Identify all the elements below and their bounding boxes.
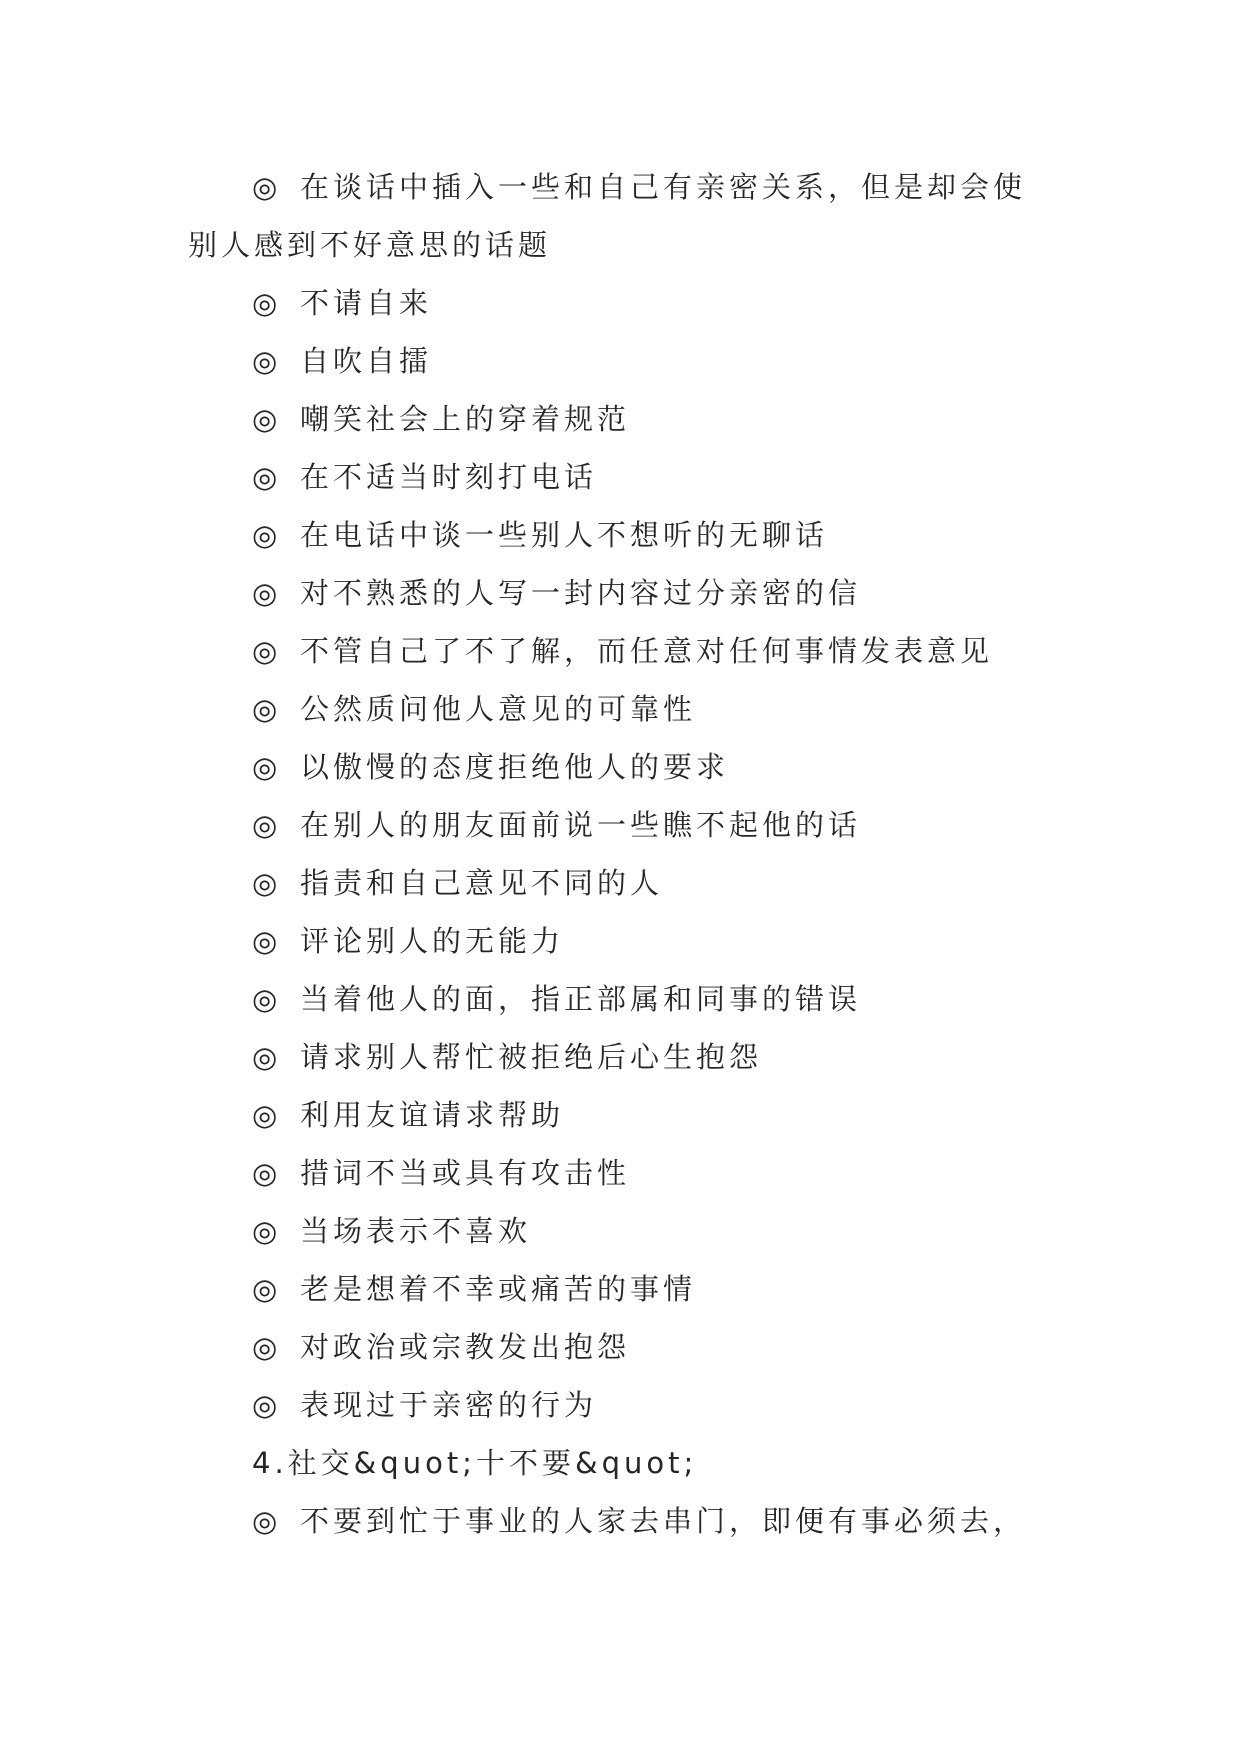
bullet-symbol: ◎ [252, 1272, 278, 1306]
bullet-symbol: ◎ [252, 1156, 278, 1190]
list-item [0, 854, 1241, 912]
section-heading [0, 1434, 1241, 1492]
list-item-last [0, 1492, 1241, 1550]
bullet-symbol: ◎ [252, 1040, 278, 1074]
bullet-symbol: ◎ [252, 170, 278, 204]
list-item-text: 不管自己了不了解，而任意对任何事情发表意见 [300, 634, 994, 668]
list-item-intro-line-1 [0, 158, 1241, 216]
bullet-symbol: ◎ [252, 692, 278, 726]
bullet-symbol: ◎ [252, 750, 278, 784]
bullet-symbol: ◎ [252, 982, 278, 1016]
list-item-text: 别人感到不好意思的话题 [188, 228, 552, 262]
list-item-text: 在谈话中插入一些和自己有亲密关系，但是却会使 [300, 170, 1027, 204]
bullet-symbol: ◎ [252, 286, 278, 320]
list-item [0, 1144, 1241, 1202]
list-item-intro-line-2 [0, 216, 1241, 274]
list-item [0, 332, 1241, 390]
bullet-symbol: ◎ [252, 1214, 278, 1248]
list-item [0, 564, 1241, 622]
list-item [0, 970, 1241, 1028]
list-item-text: 请求别人帮忙被拒绝后心生抱怨 [300, 1040, 763, 1074]
list-item-text: 利用友谊请求帮助 [300, 1098, 565, 1132]
list-item-text: 在不适当时刻打电话 [300, 460, 598, 494]
list-item-text: 措词不当或具有攻击性 [300, 1156, 631, 1190]
list-item [0, 738, 1241, 796]
list-item [0, 448, 1241, 506]
list-item-text: 表现过于亲密的行为 [300, 1388, 598, 1422]
list-item-text: 当场表示不喜欢 [300, 1214, 532, 1248]
bullet-symbol: ◎ [252, 1098, 278, 1132]
list-item [0, 1202, 1241, 1260]
list-item [0, 912, 1241, 970]
list-item [0, 506, 1241, 564]
list-item [0, 1260, 1241, 1318]
list-item-text: 老是想着不幸或痛苦的事情 [300, 1272, 697, 1306]
list-item-text: 以傲慢的态度拒绝他人的要求 [300, 750, 730, 784]
list-item-text: 嘲笑社会上的穿着规范 [300, 402, 631, 436]
bullet-symbol: ◎ [252, 634, 278, 668]
section-heading-text: 4.社交&quot;十不要&quot; [252, 1446, 698, 1480]
list-item-text: 当着他人的面，指正部属和同事的错误 [300, 982, 862, 1016]
bullet-symbol: ◎ [252, 924, 278, 958]
bullet-symbol: ◎ [252, 518, 278, 552]
list-item [0, 796, 1241, 854]
list-item [0, 274, 1241, 332]
list-item-text: 不要到忙于事业的人家去串门，即便有事必须去， [300, 1504, 1027, 1538]
bullet-symbol: ◎ [252, 1330, 278, 1364]
bullet-symbol: ◎ [252, 808, 278, 842]
list-item [0, 622, 1241, 680]
bullet-symbol: ◎ [252, 866, 278, 900]
list-item-text: 指责和自己意见不同的人 [300, 866, 664, 900]
list-item-text: 在别人的朋友面前说一些瞧不起他的话 [300, 808, 862, 842]
list-item-text: 对政治或宗教发出抱怨 [300, 1330, 631, 1364]
list-item [0, 390, 1241, 448]
bullet-symbol: ◎ [252, 1388, 278, 1422]
bullet-symbol: ◎ [252, 576, 278, 610]
bullet-symbol: ◎ [252, 402, 278, 436]
list-item [0, 680, 1241, 738]
document-body [0, 158, 1241, 1550]
list-item [0, 1086, 1241, 1144]
bullet-symbol: ◎ [252, 460, 278, 494]
bullet-symbol: ◎ [252, 344, 278, 378]
bullet-symbol: ◎ [252, 1504, 278, 1538]
list-item-text: 公然质问他人意见的可靠性 [300, 692, 697, 726]
list-item-text: 评论别人的无能力 [300, 924, 565, 958]
list-item [0, 1028, 1241, 1086]
list-item [0, 1318, 1241, 1376]
list-item [0, 1376, 1241, 1434]
list-item-text: 在电话中谈一些别人不想听的无聊话 [300, 518, 829, 552]
list-item-text: 对不熟悉的人写一封内容过分亲密的信 [300, 576, 862, 610]
list-item-text: 不请自来 [300, 286, 433, 320]
list-item-text: 自吹自擂 [300, 344, 433, 378]
